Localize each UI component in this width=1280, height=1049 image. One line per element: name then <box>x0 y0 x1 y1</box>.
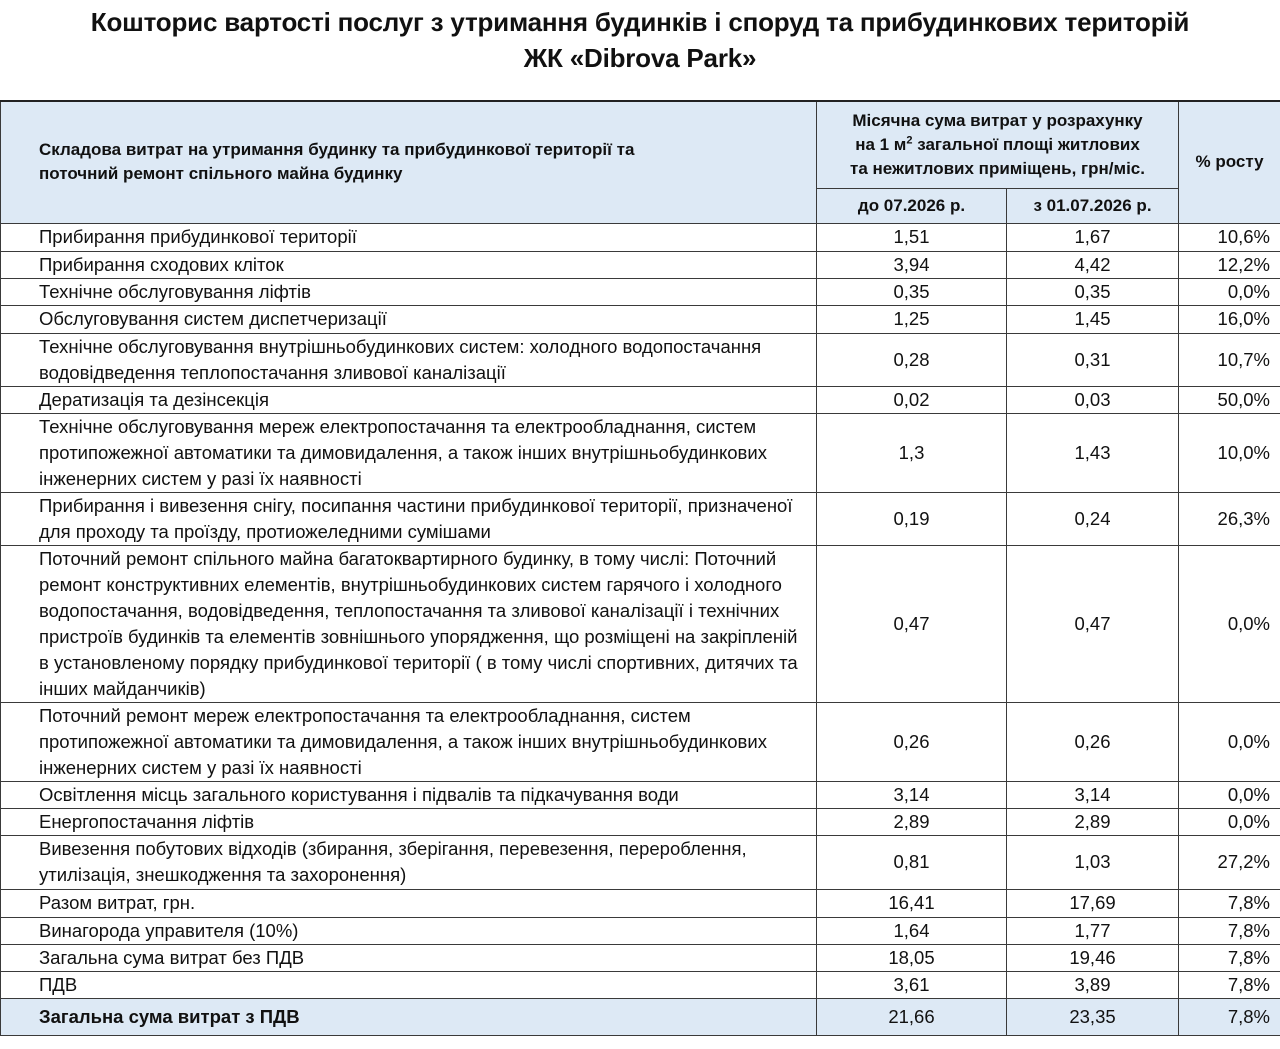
row-value-after: 1,43 <box>1007 413 1179 492</box>
row-name: Технічне обслуговування внутрішньобудинкових систем: холодного водопостачання водовідведення теплопостачання зливової каналізації <box>1 333 817 386</box>
row-value-after: 0,03 <box>1007 386 1179 413</box>
row-name: ПДВ <box>1 971 817 998</box>
row-value-before: 16,41 <box>817 889 1007 917</box>
row-name: Технічне обслуговування мереж електропостачання та електрообладнання, систем протипожежної автоматики та димовидалення, а також інших внутрішньобудинкових інженерних систем у разі їх наявності <box>1 413 817 492</box>
row-value-before: 3,61 <box>817 971 1007 998</box>
row-value-before: 0,28 <box>817 333 1007 386</box>
row-name: Разом витрат, грн. <box>1 889 817 917</box>
table-row <box>1 278 1280 305</box>
row-growth: 0,0% <box>1179 808 1280 835</box>
header-period-before: до 07.2026 р. <box>817 188 1007 223</box>
row-value-after: 3,89 <box>1007 971 1179 998</box>
row-growth: 10,0% <box>1179 413 1280 492</box>
row-value-after: 0,24 <box>1007 492 1179 545</box>
header-component-text: Складова витрат на утримання будинку та прибудинкової території та поточний ремонт спільного майна будинку <box>39 140 635 184</box>
row-name: Вивезення побутових відходів (збирання, зберігання, перевезення, перероблення, утилізація, знешкодження та захоронення) <box>1 835 817 889</box>
row-value-after: 3,14 <box>1007 781 1179 808</box>
row-value-after: 1,77 <box>1007 917 1179 944</box>
header-monthly-line1: Місячна сума витрат у розрахунку <box>852 110 1143 130</box>
header-component <box>1 101 817 223</box>
table-row <box>1 251 1280 278</box>
row-value-before: 1,25 <box>817 305 1007 333</box>
table-row <box>1 917 1280 944</box>
row-name: Прибирання прибудинкової території <box>1 223 817 251</box>
row-value-after: 0,47 <box>1007 545 1179 702</box>
row-growth: 0,0% <box>1179 278 1280 305</box>
row-value-after: 1,67 <box>1007 223 1179 251</box>
row-value-before: 2,89 <box>817 808 1007 835</box>
table-row <box>1 835 1280 889</box>
row-value-after: 17,69 <box>1007 889 1179 917</box>
cost-table <box>0 100 1280 1036</box>
row-name: Обслуговування систем диспетчеризації <box>1 305 817 333</box>
document-title <box>0 0 1280 100</box>
row-value-after: 1,03 <box>1007 835 1179 889</box>
row-value-after: 1,45 <box>1007 305 1179 333</box>
title-line-1: Кошторис вартості послуг з утримання будинків і споруд та прибудинкових територій <box>90 7 1190 37</box>
table-body <box>1 223 1280 1035</box>
table-row <box>1 223 1280 251</box>
header-monthly-line3: та нежитлових приміщень, грн/міс. <box>850 158 1145 178</box>
table-row <box>1 333 1280 386</box>
row-value-after: 0,31 <box>1007 333 1179 386</box>
row-growth: 0,0% <box>1179 781 1280 808</box>
table-row <box>1 386 1280 413</box>
row-growth: 10,7% <box>1179 333 1280 386</box>
row-name: Енергопостачання ліфтів <box>1 808 817 835</box>
table-row <box>1 413 1280 492</box>
header-growth: % росту <box>1179 101 1280 223</box>
table-row <box>1 808 1280 835</box>
row-growth: 16,0% <box>1179 305 1280 333</box>
row-growth: 7,8% <box>1179 917 1280 944</box>
total-value-before: 21,66 <box>817 998 1007 1035</box>
table-row <box>1 971 1280 998</box>
header-monthly-line2-pre: на 1 м <box>855 134 907 154</box>
row-value-before: 0,81 <box>817 835 1007 889</box>
row-value-before: 3,94 <box>817 251 1007 278</box>
row-name: Загальна сума витрат без ПДВ <box>1 944 817 971</box>
row-growth: 12,2% <box>1179 251 1280 278</box>
header-monthly-sum <box>817 101 1179 188</box>
header-monthly-line2-sup: 2 <box>906 134 913 147</box>
total-value-after: 23,35 <box>1007 998 1179 1035</box>
row-growth: 10,6% <box>1179 223 1280 251</box>
table-header <box>1 101 1280 223</box>
row-name: Дератизація та дезінсекція <box>1 386 817 413</box>
row-value-before: 1,51 <box>817 223 1007 251</box>
row-value-before: 3,14 <box>817 781 1007 808</box>
total-row <box>1 998 1280 1035</box>
row-value-after: 0,26 <box>1007 702 1179 781</box>
table-row <box>1 305 1280 333</box>
row-value-after: 19,46 <box>1007 944 1179 971</box>
row-name: Поточний ремонт спільного майна багатоквартирного будинку, в тому числі: Поточний ремонт конструктивних елементів, внутрішньобудинкових систем гарячого і холодного водопостачання, водовідведення, теплопостачання та зливової каналізації і технічних пристроїв будинків та елементів зовнішнього упорядження, що розміщені на закріпленій в установленому порядку прибудинкової території ( в тому числі спортивних, дитячих та інших майданчиків) <box>1 545 817 702</box>
header-period-after: з 01.07.2026 р. <box>1007 188 1179 223</box>
total-name: Загальна сума витрат з ПДВ <box>1 998 817 1035</box>
row-name: Технічне обслуговування ліфтів <box>1 278 817 305</box>
row-name: Поточний ремонт мереж електропостачання та електрообладнання, систем протипожежної автоматики та димовидалення, а також інших внутрішньобудинкових інженерних систем у разі їх наявності <box>1 702 817 781</box>
row-growth: 0,0% <box>1179 702 1280 781</box>
row-value-before: 0,26 <box>817 702 1007 781</box>
row-name: Прибирання і вивезення снігу, посипання частини прибудинкової території, призначеної для проходу та проїзду, протиожеледними сумішами <box>1 492 817 545</box>
row-value-after: 0,35 <box>1007 278 1179 305</box>
row-name: Прибирання сходових кліток <box>1 251 817 278</box>
row-name: Освітлення місць загального користування і підвалів та підкачування води <box>1 781 817 808</box>
row-growth: 7,8% <box>1179 971 1280 998</box>
row-value-after: 4,42 <box>1007 251 1179 278</box>
row-name: Винагорода управителя (10%) <box>1 917 817 944</box>
row-growth: 26,3% <box>1179 492 1280 545</box>
row-growth: 7,8% <box>1179 889 1280 917</box>
table-row <box>1 702 1280 781</box>
header-monthly-line2-post: загальної площі житлових <box>912 134 1140 154</box>
row-value-before: 18,05 <box>817 944 1007 971</box>
table-row <box>1 545 1280 702</box>
table-row <box>1 944 1280 971</box>
row-growth: 27,2% <box>1179 835 1280 889</box>
row-growth: 0,0% <box>1179 545 1280 702</box>
row-growth: 50,0% <box>1179 386 1280 413</box>
row-value-after: 2,89 <box>1007 808 1179 835</box>
row-value-before: 0,02 <box>817 386 1007 413</box>
row-value-before: 0,35 <box>817 278 1007 305</box>
total-growth: 7,8% <box>1179 998 1280 1035</box>
row-value-before: 0,19 <box>817 492 1007 545</box>
row-value-before: 1,64 <box>817 917 1007 944</box>
table-row <box>1 492 1280 545</box>
header-monthly-line2 <box>817 133 1178 157</box>
title-line-2: ЖК «Dibrova Park» <box>523 43 757 73</box>
table-row <box>1 781 1280 808</box>
row-growth: 7,8% <box>1179 944 1280 971</box>
row-value-before: 0,47 <box>817 545 1007 702</box>
table-row <box>1 889 1280 917</box>
row-value-before: 1,3 <box>817 413 1007 492</box>
